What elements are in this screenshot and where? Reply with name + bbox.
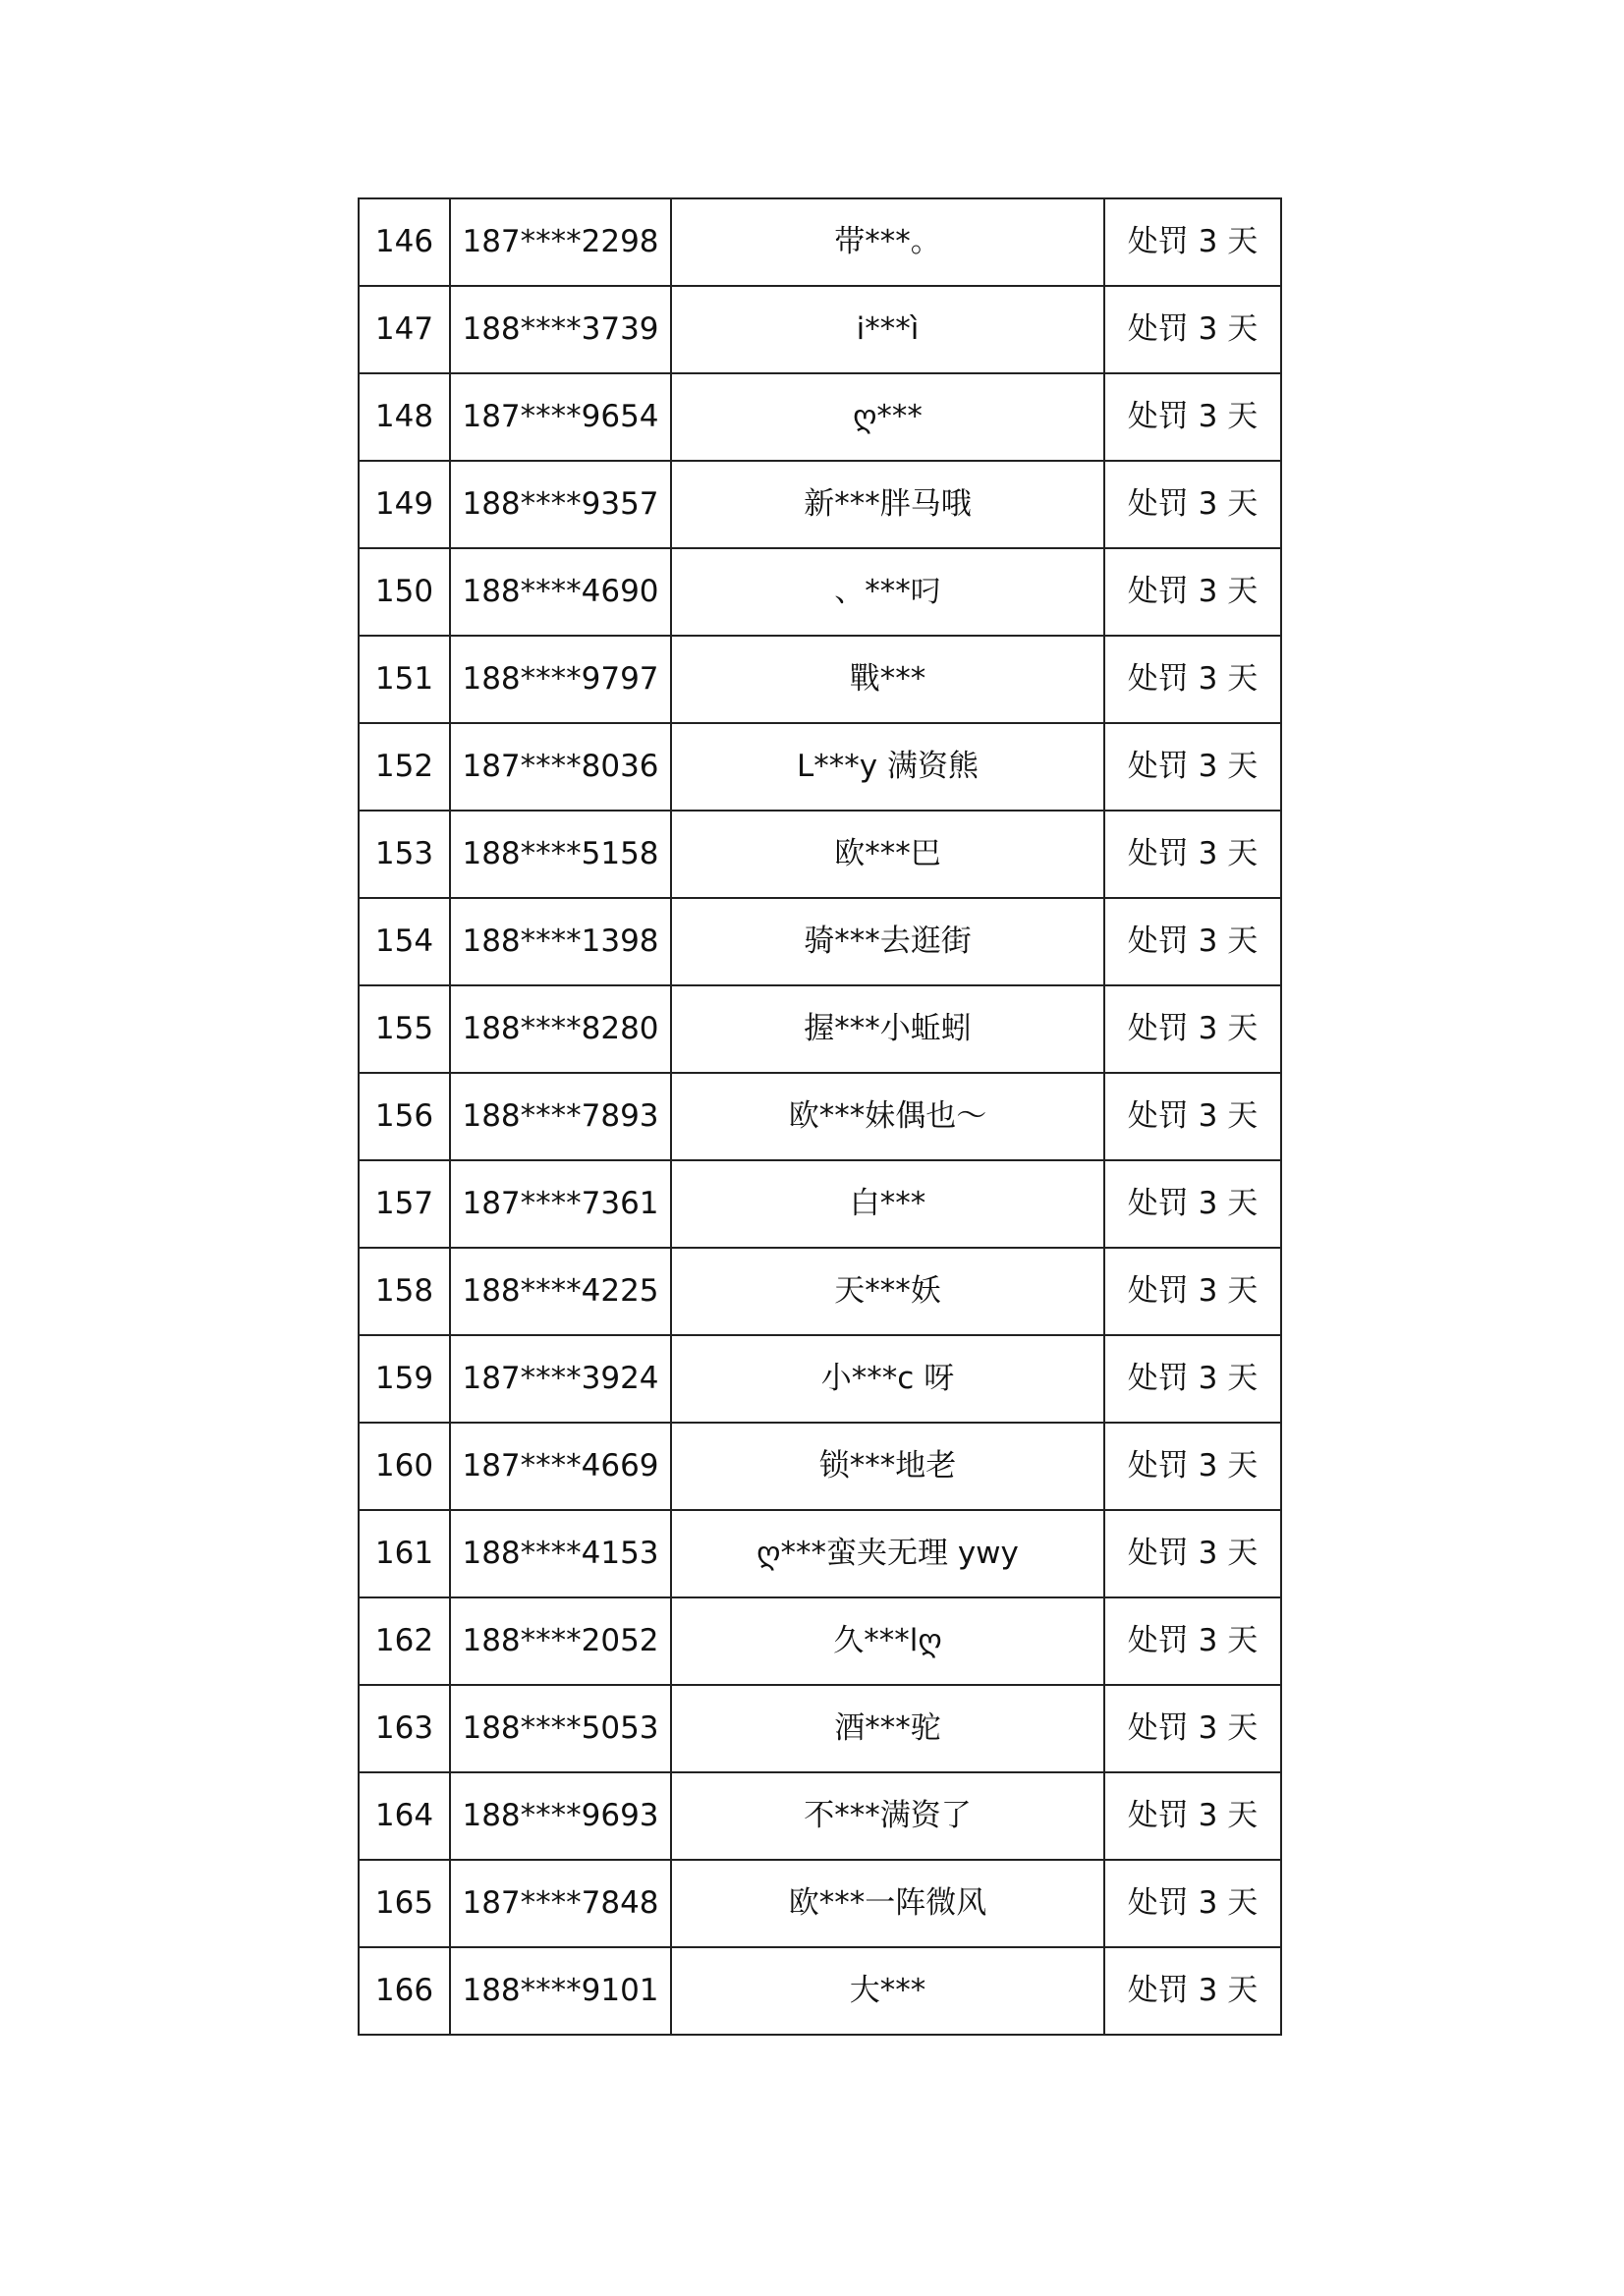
penalty-cell: 处罚 3 天: [1104, 1510, 1281, 1597]
table-row: [359, 461, 1281, 548]
row-number-cell: 160: [359, 1423, 450, 1510]
row-number-cell: 161: [359, 1510, 450, 1597]
phone-cell: 188****4153: [450, 1510, 671, 1597]
phone-cell: 188****9693: [450, 1772, 671, 1860]
nickname-cell: 、***叼: [671, 548, 1104, 636]
phone-cell: 187****8036: [450, 723, 671, 811]
table-row: [359, 1073, 1281, 1160]
penalty-cell: 处罚 3 天: [1104, 1860, 1281, 1947]
row-number-cell: 158: [359, 1248, 450, 1335]
phone-cell: 188****3739: [450, 286, 671, 373]
table-row: [359, 548, 1281, 636]
penalty-cell: 处罚 3 天: [1104, 811, 1281, 898]
table-row: [359, 723, 1281, 811]
row-number-cell: 165: [359, 1860, 450, 1947]
nickname-cell: 不***满资了: [671, 1772, 1104, 1860]
penalty-cell: 处罚 3 天: [1104, 1248, 1281, 1335]
nickname-cell: L***y 满资熊: [671, 723, 1104, 811]
penalty-cell: 处罚 3 天: [1104, 286, 1281, 373]
penalty-cell: 处罚 3 天: [1104, 198, 1281, 286]
table-row: [359, 286, 1281, 373]
phone-cell: 188****4225: [450, 1248, 671, 1335]
penalty-cell: 处罚 3 天: [1104, 985, 1281, 1073]
phone-cell: 187****9654: [450, 373, 671, 461]
penalty-cell: 处罚 3 天: [1104, 1685, 1281, 1772]
table-row: [359, 1685, 1281, 1772]
penalty-cell: 处罚 3 天: [1104, 898, 1281, 985]
phone-cell: 187****3924: [450, 1335, 671, 1423]
nickname-cell: 带***。: [671, 198, 1104, 286]
table-row: [359, 1510, 1281, 1597]
row-number-cell: 162: [359, 1597, 450, 1685]
nickname-cell: 欧***巴: [671, 811, 1104, 898]
table-row: [359, 898, 1281, 985]
nickname-cell: 欧***妹偶也～: [671, 1073, 1104, 1160]
row-number-cell: 159: [359, 1335, 450, 1423]
nickname-cell: 白***: [671, 1160, 1104, 1248]
phone-cell: 188****5053: [450, 1685, 671, 1772]
row-number-cell: 166: [359, 1947, 450, 2035]
penalty-cell: 处罚 3 天: [1104, 723, 1281, 811]
nickname-cell: 锁***地老: [671, 1423, 1104, 1510]
table-row: [359, 1248, 1281, 1335]
nickname-cell: 骑***去逛街: [671, 898, 1104, 985]
phone-cell: 188****4690: [450, 548, 671, 636]
penalty-cell: 处罚 3 天: [1104, 1423, 1281, 1510]
nickname-cell: 久***lღ: [671, 1597, 1104, 1685]
penalty-cell: 处罚 3 天: [1104, 1597, 1281, 1685]
phone-cell: 188****9357: [450, 461, 671, 548]
row-number-cell: 150: [359, 548, 450, 636]
table-row: [359, 636, 1281, 723]
row-number-cell: 154: [359, 898, 450, 985]
nickname-cell: 小***c 呀: [671, 1335, 1104, 1423]
penalty-table: [358, 197, 1282, 2036]
nickname-cell: ღ***: [671, 373, 1104, 461]
table-row: [359, 1772, 1281, 1860]
table-row: [359, 985, 1281, 1073]
table-row: [359, 1335, 1281, 1423]
table-row: [359, 811, 1281, 898]
row-number-cell: 148: [359, 373, 450, 461]
phone-cell: 188****7893: [450, 1073, 671, 1160]
nickname-cell: 戰***: [671, 636, 1104, 723]
penalty-cell: 处罚 3 天: [1104, 1772, 1281, 1860]
row-number-cell: 157: [359, 1160, 450, 1248]
table-row: [359, 1860, 1281, 1947]
phone-cell: 187****4669: [450, 1423, 671, 1510]
table-row: [359, 198, 1281, 286]
penalty-cell: 处罚 3 天: [1104, 1335, 1281, 1423]
row-number-cell: 151: [359, 636, 450, 723]
table-row: [359, 373, 1281, 461]
row-number-cell: 152: [359, 723, 450, 811]
phone-cell: 188****9101: [450, 1947, 671, 2035]
table-row: [359, 1947, 1281, 2035]
nickname-cell: 天***妖: [671, 1248, 1104, 1335]
table-row: [359, 1423, 1281, 1510]
table-body: [359, 198, 1281, 2035]
nickname-cell: 酒***驼: [671, 1685, 1104, 1772]
table-row: [359, 1597, 1281, 1685]
phone-cell: 187****2298: [450, 198, 671, 286]
phone-cell: 188****8280: [450, 985, 671, 1073]
phone-cell: 188****1398: [450, 898, 671, 985]
nickname-cell: 新***胖马哦: [671, 461, 1104, 548]
penalty-cell: 处罚 3 天: [1104, 1160, 1281, 1248]
row-number-cell: 164: [359, 1772, 450, 1860]
row-number-cell: 163: [359, 1685, 450, 1772]
nickname-cell: i***ì: [671, 286, 1104, 373]
row-number-cell: 156: [359, 1073, 450, 1160]
row-number-cell: 153: [359, 811, 450, 898]
row-number-cell: 155: [359, 985, 450, 1073]
penalty-cell: 处罚 3 天: [1104, 373, 1281, 461]
row-number-cell: 146: [359, 198, 450, 286]
phone-cell: 188****9797: [450, 636, 671, 723]
nickname-cell: 欧***一阵微风: [671, 1860, 1104, 1947]
row-number-cell: 147: [359, 286, 450, 373]
penalty-cell: 处罚 3 天: [1104, 1073, 1281, 1160]
penalty-cell: 处罚 3 天: [1104, 1947, 1281, 2035]
table-row: [359, 1160, 1281, 1248]
penalty-cell: 处罚 3 天: [1104, 461, 1281, 548]
penalty-cell: 处罚 3 天: [1104, 548, 1281, 636]
row-number-cell: 149: [359, 461, 450, 548]
nickname-cell: ღ***蛮夹无理 ywy: [671, 1510, 1104, 1597]
phone-cell: 187****7361: [450, 1160, 671, 1248]
penalty-cell: 处罚 3 天: [1104, 636, 1281, 723]
nickname-cell: 大***: [671, 1947, 1104, 2035]
phone-cell: 188****2052: [450, 1597, 671, 1685]
phone-cell: 187****7848: [450, 1860, 671, 1947]
nickname-cell: 握***小蚯蚓: [671, 985, 1104, 1073]
phone-cell: 188****5158: [450, 811, 671, 898]
